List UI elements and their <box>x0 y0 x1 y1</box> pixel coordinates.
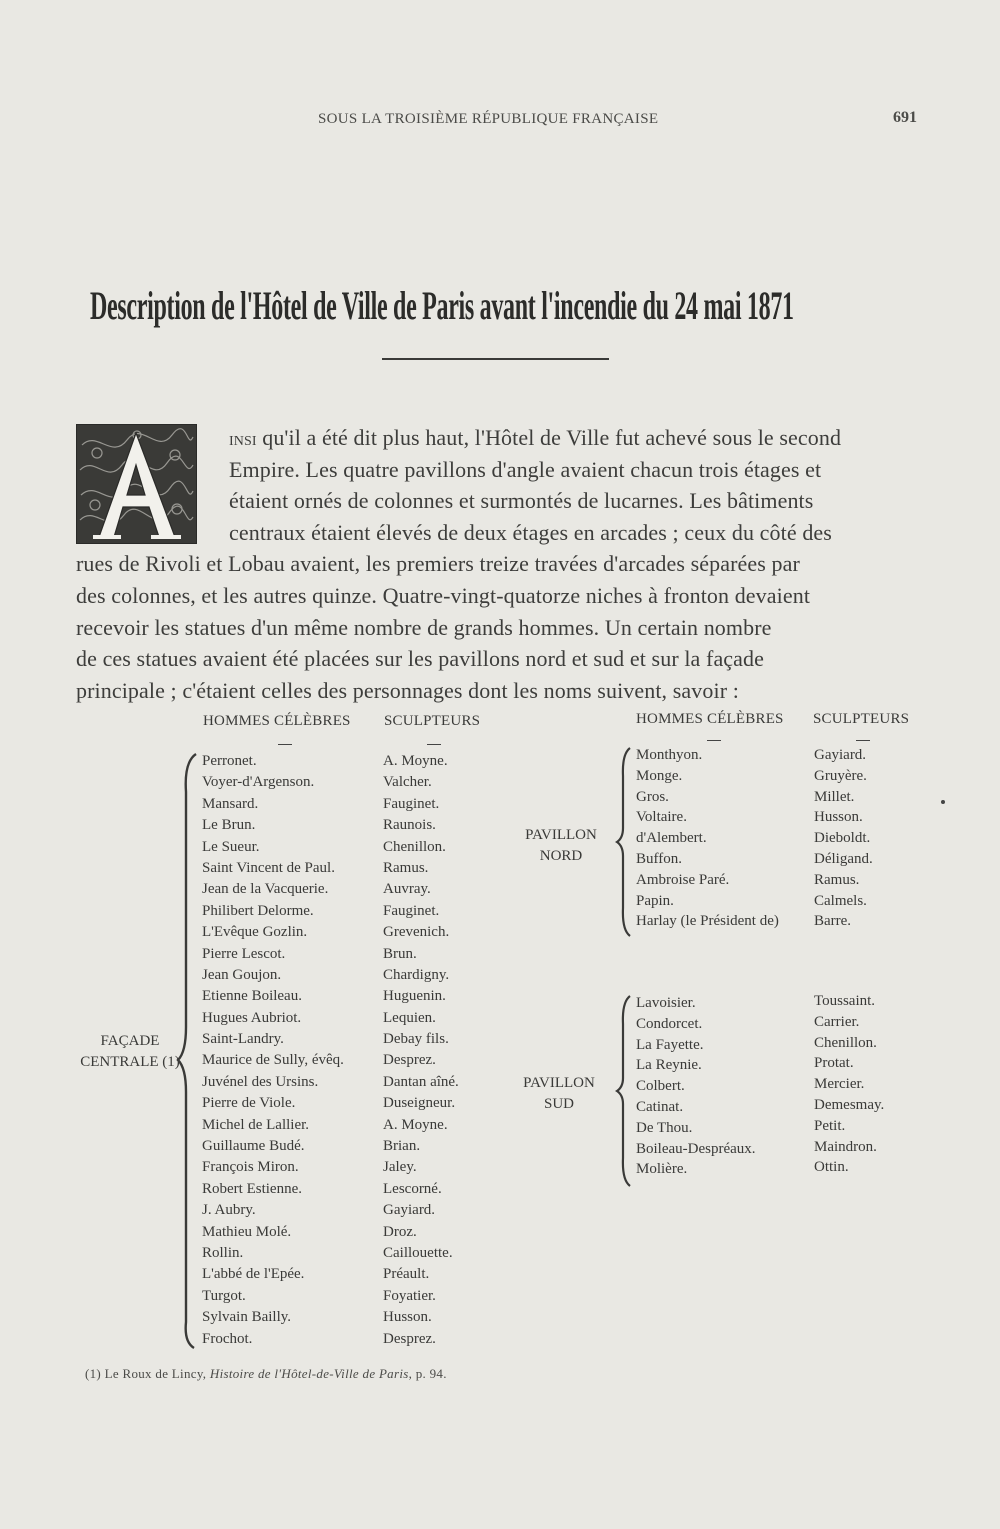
list-item: Raunois. <box>383 817 436 834</box>
list-item: Desprez. <box>383 1330 436 1347</box>
list-item: Boileau-Despréaux. <box>636 1140 756 1157</box>
list-item: Sylvain Bailly. <box>202 1309 292 1326</box>
list-item: L'Evêque Gozlin. <box>202 924 308 941</box>
list-item: Dieboldt. <box>814 830 871 847</box>
list-item: Préault. <box>383 1266 430 1283</box>
sud-sculpteurs-list <box>814 991 884 1178</box>
right-header-hommes: HOMMES CÉLÈBRES <box>636 711 784 727</box>
list-item: Dantan aîné. <box>383 1073 459 1090</box>
list-item: Buffon. <box>636 850 682 867</box>
list-item: La Fayette. <box>636 1036 704 1053</box>
list-item: Juvénel des Ursins. <box>202 1073 319 1090</box>
list-item: Duseigneur. <box>383 1095 456 1112</box>
sud-label-line2: SUD <box>543 1096 574 1112</box>
list-item: Hugues Aubriot. <box>202 1009 302 1026</box>
list-item: Mathieu Molé. <box>202 1223 292 1240</box>
sud-brace-icon <box>614 994 634 1188</box>
intro-line: principale ; c'étaient celles des personnages dont les noms suivent, savoir : <box>76 677 739 703</box>
header-dash <box>278 744 292 745</box>
left-header-hommes: HOMMES CÉLÈBRES <box>203 713 351 729</box>
facade-label-line1: FAÇADE <box>100 1033 160 1049</box>
list-item: Déligand. <box>814 850 873 867</box>
list-item: Husson. <box>814 809 863 826</box>
title-rule <box>382 358 609 360</box>
list-item: Gruyère. <box>814 767 867 784</box>
intro-line: étaient ornés de colonnes et surmontés de lucarnes. Les bâtiments <box>229 488 814 514</box>
list-item: Valcher. <box>383 774 432 791</box>
right-header-sculpteurs: SCULPTEURS <box>813 711 910 727</box>
list-item: Catinat. <box>636 1098 684 1115</box>
list-item: Turgot. <box>202 1287 246 1304</box>
list-item: Saint Vincent de Paul. <box>202 859 335 876</box>
list-item: A. Moyne. <box>383 753 448 769</box>
facade-label-line2: CENTRALE (1) <box>80 1054 180 1070</box>
list-item: Colbert. <box>636 1078 685 1095</box>
list-item: J. Aubry. <box>202 1202 256 1219</box>
list-item: Saint-Landry. <box>202 1031 284 1048</box>
list-item: Ramus. <box>383 859 429 876</box>
list-item: Jaley. <box>383 1159 417 1176</box>
intro-line: des colonnes, et les autres quinze. Quatre-vingt-quatorze niches à fronton devaient <box>76 582 811 608</box>
list-item: Mansard. <box>202 795 259 812</box>
list-item: Maurice de Sully, évêq. <box>202 1052 344 1069</box>
facade-hommes-list <box>202 751 344 1350</box>
intro-line: centraux étaient élevés de deux étages en arcades ; ceux du côté des <box>229 519 832 545</box>
intro-line: de ces statues avaient été placées sur les pavillons nord et sud et sur la façade <box>76 646 765 672</box>
list-item: Lequien. <box>383 1009 436 1026</box>
list-item: De Thou. <box>636 1119 693 1136</box>
running-head: SOUS LA TROISIÈME RÉPUBLIQUE FRANÇAISE <box>318 111 659 127</box>
intro-line <box>76 422 921 454</box>
list-item: Guillaume Budé. <box>202 1138 305 1155</box>
list-item: Mercier. <box>814 1076 865 1093</box>
list-item: Maindron. <box>814 1138 877 1155</box>
list-item: Robert Estienne. <box>202 1180 302 1197</box>
list-item: Voyer-d'Argenson. <box>202 774 315 791</box>
list-item: Jean Goujon. <box>202 966 282 983</box>
list-item: Frochot. <box>202 1330 253 1347</box>
list-item: Gros. <box>636 788 669 805</box>
list-item: Lavoisier. <box>636 995 696 1011</box>
list-item: Carrier. <box>814 1013 860 1030</box>
list-item: Fauginet. <box>383 795 440 812</box>
list-item: Fauginet. <box>383 902 440 919</box>
list-item: Voltaire. <box>636 809 687 826</box>
facade-label <box>74 1031 186 1073</box>
list-item: Perronet. <box>202 753 257 769</box>
header-dash <box>707 740 721 741</box>
list-item: Desprez. <box>383 1052 436 1069</box>
list-item: L'abbé de l'Epée. <box>202 1266 305 1283</box>
intro-smallcaps: insi <box>229 428 257 450</box>
intro-line: Empire. Les quatre pavillons d'angle avaient chacun trois étages et <box>229 456 822 482</box>
nord-brace-icon <box>614 746 634 938</box>
footnote-prefix: (1) Le Roux de Lincy, <box>85 1366 210 1381</box>
header-dash <box>427 744 441 745</box>
intro-line: recevoir les statues d'un même nombre de grands hommes. Un certain nombre <box>76 614 772 640</box>
intro-paragraph <box>76 422 921 706</box>
sud-label-line1: PAVILLON <box>523 1075 595 1091</box>
list-item: Huguenin. <box>383 988 446 1005</box>
list-item: Gayiard. <box>383 1202 436 1219</box>
list-item: Millet. <box>814 788 855 805</box>
list-item: A. Moyne. <box>383 1116 448 1133</box>
list-item: Chenillon. <box>814 1034 877 1051</box>
list-item: Auvray. <box>383 881 431 898</box>
footnote <box>85 1366 447 1382</box>
facade-sculpteurs-list <box>383 751 459 1350</box>
list-item: La Reynie. <box>636 1057 702 1074</box>
list-item: Chenillon. <box>383 838 446 855</box>
list-item: Demesmay. <box>814 1096 885 1113</box>
list-item: Condorcet. <box>636 1015 703 1032</box>
list-item: Brun. <box>383 945 417 962</box>
nord-hommes-list <box>636 745 779 932</box>
list-item: Lescorné. <box>383 1180 442 1197</box>
list-item: Debay fils. <box>383 1031 449 1048</box>
sud-hommes-list <box>636 993 756 1180</box>
list-item: Philibert Delorme. <box>202 902 314 919</box>
list-item: Calmels. <box>814 892 867 909</box>
sud-label <box>514 1073 604 1115</box>
list-item: Ambroise Paré. <box>636 871 730 888</box>
list-item: Pierre Lescot. <box>202 945 286 962</box>
list-item: Michel de Lallier. <box>202 1116 310 1133</box>
list-item: Toussaint. <box>814 993 876 1009</box>
list-item: Foyatier. <box>383 1287 436 1304</box>
page-number: 691 <box>893 109 917 126</box>
list-item: Jean de la Vacquerie. <box>202 881 329 898</box>
intro-line: rues de Rivoli et Lobau avaient, les premiers treize travées d'arcades séparées par <box>76 551 800 577</box>
list-item: Monthyon. <box>636 747 703 763</box>
list-item: Etienne Boileau. <box>202 988 302 1005</box>
intro-line-text: qu'il a été dit plus haut, l'Hôtel de Ville fut achevé sous le second <box>256 425 842 450</box>
list-item: Barre. <box>814 913 852 930</box>
paper-speck <box>941 800 945 804</box>
nord-label <box>518 825 604 867</box>
facade-brace-icon <box>176 752 198 1350</box>
list-item: Brian. <box>383 1138 421 1155</box>
list-item: Monge. <box>636 767 683 784</box>
list-item: François Miron. <box>202 1159 299 1176</box>
list-item: Harlay (le Président de) <box>636 913 779 930</box>
footnote-title: Histoire de l'Hôtel-de-Ville de Paris <box>209 1366 409 1381</box>
nord-sculpteurs-list <box>814 745 873 932</box>
list-item: Protat. <box>814 1055 854 1072</box>
list-item: Rollin. <box>202 1244 244 1261</box>
list-item: Petit. <box>814 1117 846 1134</box>
list-item: Gayiard. <box>814 747 867 763</box>
list-item: Molière. <box>636 1161 688 1178</box>
list-item: Husson. <box>383 1309 432 1326</box>
page-title: Description de l'Hôtel de Ville de Paris avant l'incendie du 24 mai 1871 <box>90 283 794 328</box>
list-item: Ottin. <box>814 1159 849 1176</box>
list-item: Le Sueur. <box>202 838 260 855</box>
left-header-sculpteurs: SCULPTEURS <box>384 713 481 729</box>
list-item: Ramus. <box>814 871 860 888</box>
list-item: Grevenich. <box>383 924 450 941</box>
footnote-suffix: , p. 94. <box>408 1366 447 1381</box>
list-item: Le Brun. <box>202 817 256 834</box>
list-item: d'Alembert. <box>636 830 707 847</box>
nord-label-line2: NORD <box>539 848 583 864</box>
list-item: Caillouette. <box>383 1244 453 1261</box>
nord-label-line1: PAVILLON <box>525 827 597 843</box>
header-dash <box>856 740 870 741</box>
list-item: Droz. <box>383 1223 417 1240</box>
list-item: Papin. <box>636 892 674 909</box>
list-item: Chardigny. <box>383 966 450 983</box>
list-item: Pierre de Viole. <box>202 1095 296 1112</box>
